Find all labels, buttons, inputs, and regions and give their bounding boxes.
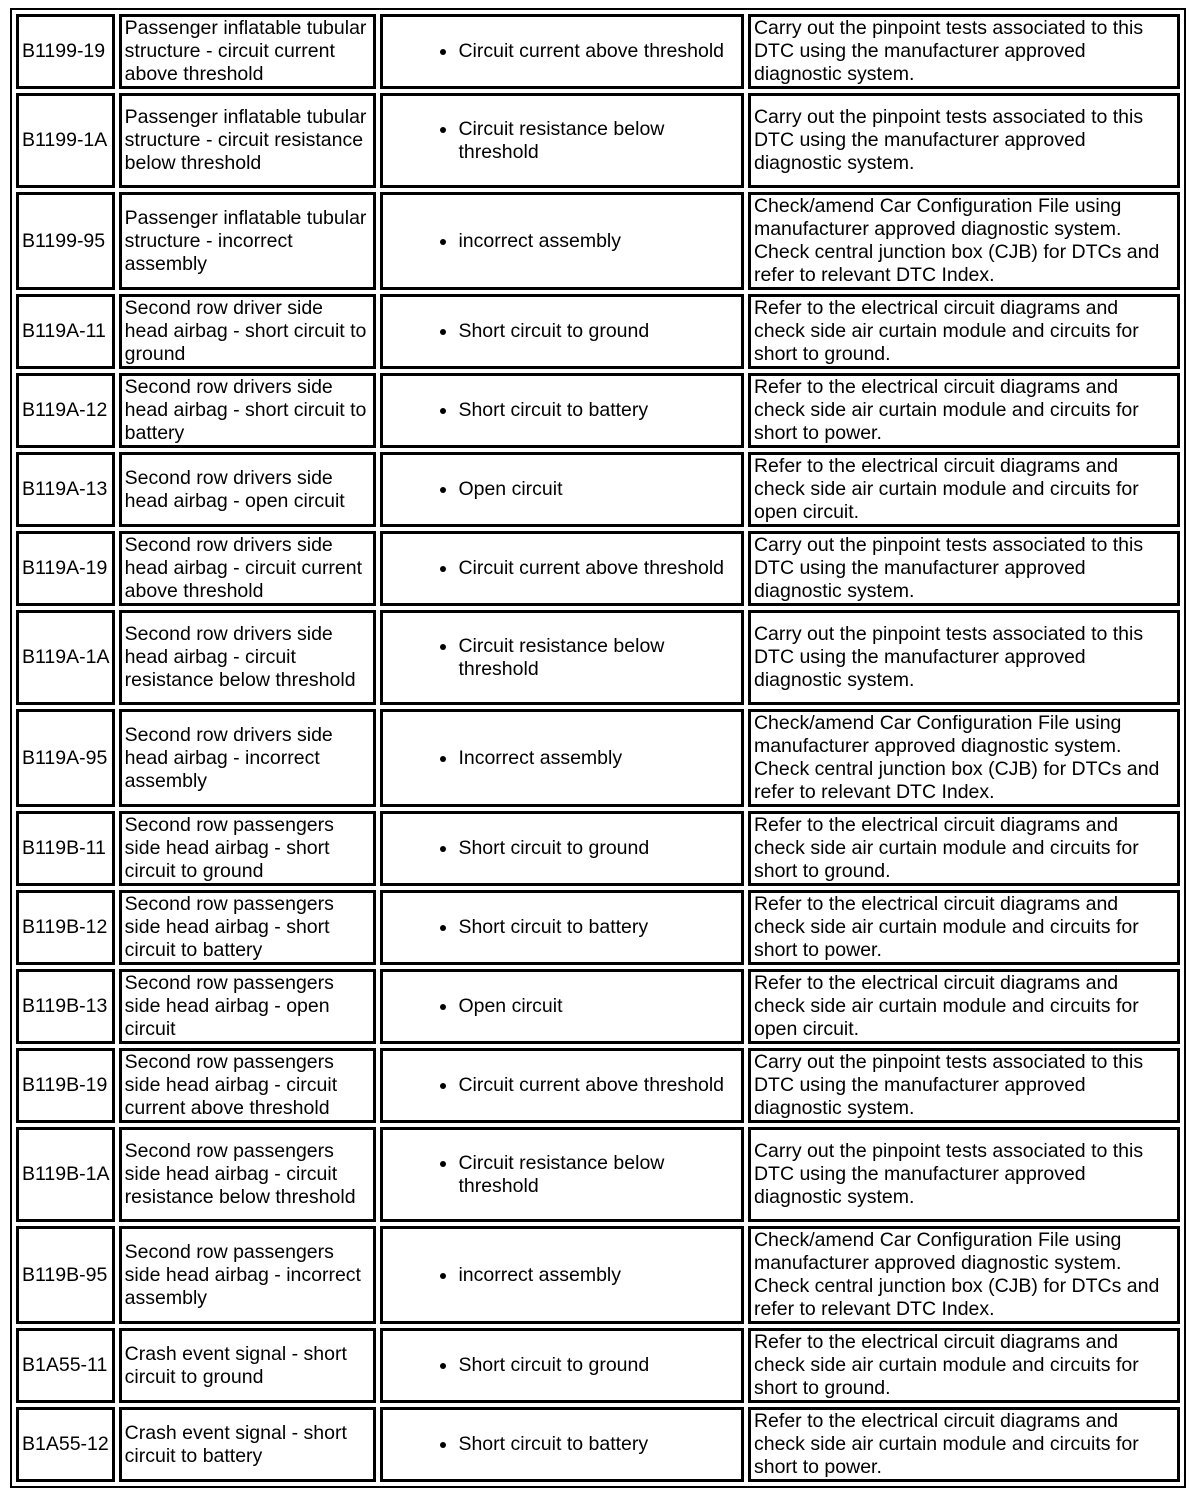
- condition-list: [429, 916, 737, 939]
- dtc-action-cell: Refer to the electrical circuit diagrams and check side air curtain module and circuits for short to power.: [748, 890, 1180, 965]
- dtc-description-cell: Second row passengers side head airbag - open circuit: [119, 969, 377, 1044]
- condition-list: [429, 837, 737, 860]
- dtc-action-cell: Check/amend Car Configuration File using manufacturer approved diagnostic system. Check central junction box (CJB) for DTCs and refer to relevant DTC Index.: [748, 192, 1180, 290]
- table-row: [16, 1048, 1180, 1123]
- table-row: [16, 192, 1180, 290]
- dtc-description-cell: Second row passengers side head airbag - short circuit to ground: [119, 811, 377, 886]
- condition-list: [429, 747, 737, 770]
- table-row: [16, 93, 1180, 188]
- dtc-code-cell: B119A-1A: [16, 610, 115, 705]
- condition-list: [429, 1152, 737, 1198]
- table-row: [16, 373, 1180, 448]
- dtc-code-cell: B119A-95: [16, 709, 115, 807]
- table-row: [16, 709, 1180, 807]
- dtc-action-cell: Refer to the electrical circuit diagrams and check side air curtain module and circuits for short to ground.: [748, 294, 1180, 369]
- dtc-condition-cell: [380, 192, 744, 290]
- dtc-condition-cell: [380, 811, 744, 886]
- dtc-condition-cell: [380, 14, 744, 89]
- table-row: [16, 1127, 1180, 1222]
- table-row: [16, 1328, 1180, 1403]
- dtc-condition-cell: [380, 373, 744, 448]
- condition-item: • incorrect assembly: [458, 1264, 737, 1287]
- condition-list: [429, 1264, 737, 1287]
- condition-item: • Short circuit to ground: [458, 320, 737, 343]
- dtc-code-cell: B119B-95: [16, 1226, 115, 1324]
- dtc-action-cell: Refer to the electrical circuit diagrams and check side air curtain module and circuits for open circuit.: [748, 452, 1180, 527]
- table-row: [16, 531, 1180, 606]
- dtc-condition-cell: [380, 452, 744, 527]
- dtc-description-cell: Crash event signal - short circuit to battery: [119, 1407, 377, 1482]
- dtc-condition-cell: [380, 1048, 744, 1123]
- dtc-code-cell: B1199-95: [16, 192, 115, 290]
- condition-list: [429, 1354, 737, 1377]
- dtc-action-cell: Refer to the electrical circuit diagrams and check side air curtain module and circuits for short to ground.: [748, 811, 1180, 886]
- dtc-condition-cell: [380, 709, 744, 807]
- condition-item: • Open circuit: [458, 478, 737, 501]
- dtc-code-cell: B1A55-12: [16, 1407, 115, 1482]
- dtc-action-cell: Check/amend Car Configuration File using manufacturer approved diagnostic system. Check central junction box (CJB) for DTCs and refer to relevant DTC Index.: [748, 1226, 1180, 1324]
- dtc-code-cell: B119A-11: [16, 294, 115, 369]
- dtc-code-cell: B119B-11: [16, 811, 115, 886]
- dtc-description-cell: Second row drivers side head airbag - short circuit to battery: [119, 373, 377, 448]
- dtc-code-cell: B1199-1A: [16, 93, 115, 188]
- condition-item: • Short circuit to battery: [458, 1433, 737, 1456]
- table-row: [16, 811, 1180, 886]
- dtc-action-cell: Carry out the pinpoint tests associated to this DTC using the manufacturer approved diagnostic system.: [748, 1127, 1180, 1222]
- dtc-code-cell: B119A-13: [16, 452, 115, 527]
- dtc-condition-cell: [380, 93, 744, 188]
- dtc-condition-cell: [380, 969, 744, 1044]
- dtc-description-cell: Second row drivers side head airbag - open circuit: [119, 452, 377, 527]
- dtc-action-cell: Carry out the pinpoint tests associated to this DTC using the manufacturer approved diagnostic system.: [748, 610, 1180, 705]
- dtc-condition-cell: [380, 1328, 744, 1403]
- table-row: [16, 452, 1180, 527]
- dtc-description-cell: Second row passengers side head airbag - short circuit to battery: [119, 890, 377, 965]
- dtc-code-cell: B119B-13: [16, 969, 115, 1044]
- dtc-code-cell: B119B-12: [16, 890, 115, 965]
- table-row: [16, 610, 1180, 705]
- condition-list: [429, 995, 737, 1018]
- dtc-action-cell: Refer to the electrical circuit diagrams and check side air curtain module and circuits for short to power.: [748, 1407, 1180, 1482]
- condition-item: • Circuit current above threshold: [458, 40, 737, 63]
- dtc-condition-cell: [380, 1407, 744, 1482]
- dtc-description-cell: Crash event signal - short circuit to ground: [119, 1328, 377, 1403]
- dtc-action-cell: Check/amend Car Configuration File using manufacturer approved diagnostic system. Check central junction box (CJB) for DTCs and refer to relevant DTC Index.: [748, 709, 1180, 807]
- condition-item: • incorrect assembly: [458, 230, 737, 253]
- condition-item: • Circuit current above threshold: [458, 557, 737, 580]
- dtc-condition-cell: [380, 294, 744, 369]
- condition-item: • Circuit resistance below threshold: [458, 635, 737, 681]
- dtc-code-cell: B119A-19: [16, 531, 115, 606]
- condition-item: • Short circuit to battery: [458, 399, 737, 422]
- dtc-description-cell: Second row driver side head airbag - short circuit to ground: [119, 294, 377, 369]
- condition-item: • Short circuit to battery: [458, 916, 737, 939]
- table-row: [16, 14, 1180, 89]
- condition-list: [429, 40, 737, 63]
- dtc-description-cell: Passenger inflatable tubular structure - circuit resistance below threshold: [119, 93, 377, 188]
- condition-list: [429, 399, 737, 422]
- dtc-condition-cell: [380, 531, 744, 606]
- condition-item: • Circuit resistance below threshold: [458, 1152, 737, 1198]
- dtc-description-cell: Second row drivers side head airbag - incorrect assembly: [119, 709, 377, 807]
- condition-list: [429, 230, 737, 253]
- condition-list: [429, 1433, 737, 1456]
- dtc-action-cell: Refer to the electrical circuit diagrams and check side air curtain module and circuits for open circuit.: [748, 969, 1180, 1044]
- condition-item: • Open circuit: [458, 995, 737, 1018]
- table-row: [16, 969, 1180, 1044]
- condition-item: • Short circuit to ground: [458, 1354, 737, 1377]
- condition-list: [429, 1074, 737, 1097]
- dtc-action-cell: Carry out the pinpoint tests associated to this DTC using the manufacturer approved diagnostic system.: [748, 1048, 1180, 1123]
- condition-list: [429, 478, 737, 501]
- condition-item: • Circuit resistance below threshold: [458, 118, 737, 164]
- condition-list: [429, 320, 737, 343]
- dtc-action-cell: Refer to the electrical circuit diagrams and check side air curtain module and circuits for short to power.: [748, 373, 1180, 448]
- condition-item: • Incorrect assembly: [458, 747, 737, 770]
- dtc-description-cell: Second row passengers side head airbag - circuit resistance below threshold: [119, 1127, 377, 1222]
- condition-list: [429, 557, 737, 580]
- dtc-table-body: [16, 14, 1180, 1482]
- dtc-description-cell: Passenger inflatable tubular structure - incorrect assembly: [119, 192, 377, 290]
- condition-list: [429, 118, 737, 164]
- dtc-action-cell: Carry out the pinpoint tests associated to this DTC using the manufacturer approved diagnostic system.: [748, 93, 1180, 188]
- dtc-description-cell: Second row drivers side head airbag - circuit resistance below threshold: [119, 610, 377, 705]
- dtc-action-cell: Refer to the electrical circuit diagrams and check side air curtain module and circuits for short to ground.: [748, 1328, 1180, 1403]
- dtc-code-cell: B1199-19: [16, 14, 115, 89]
- dtc-code-cell: B1A55-11: [16, 1328, 115, 1403]
- dtc-table: [10, 8, 1186, 1488]
- dtc-description-cell: Second row passengers side head airbag - circuit current above threshold: [119, 1048, 377, 1123]
- dtc-description-cell: Second row drivers side head airbag - circuit current above threshold: [119, 531, 377, 606]
- dtc-description-cell: Passenger inflatable tubular structure - circuit current above threshold: [119, 14, 377, 89]
- dtc-condition-cell: [380, 610, 744, 705]
- condition-item: • Circuit current above threshold: [458, 1074, 737, 1097]
- dtc-action-cell: Carry out the pinpoint tests associated to this DTC using the manufacturer approved diagnostic system.: [748, 531, 1180, 606]
- dtc-code-cell: B119A-12: [16, 373, 115, 448]
- dtc-condition-cell: [380, 1127, 744, 1222]
- table-row: [16, 294, 1180, 369]
- table-row: [16, 890, 1180, 965]
- condition-item: • Short circuit to ground: [458, 837, 737, 860]
- dtc-description-cell: Second row passengers side head airbag - incorrect assembly: [119, 1226, 377, 1324]
- table-row: [16, 1226, 1180, 1324]
- dtc-action-cell: Carry out the pinpoint tests associated to this DTC using the manufacturer approved diagnostic system.: [748, 14, 1180, 89]
- dtc-condition-cell: [380, 890, 744, 965]
- dtc-code-cell: B119B-19: [16, 1048, 115, 1123]
- condition-list: [429, 635, 737, 681]
- dtc-code-cell: B119B-1A: [16, 1127, 115, 1222]
- table-row: [16, 1407, 1180, 1482]
- dtc-condition-cell: [380, 1226, 744, 1324]
